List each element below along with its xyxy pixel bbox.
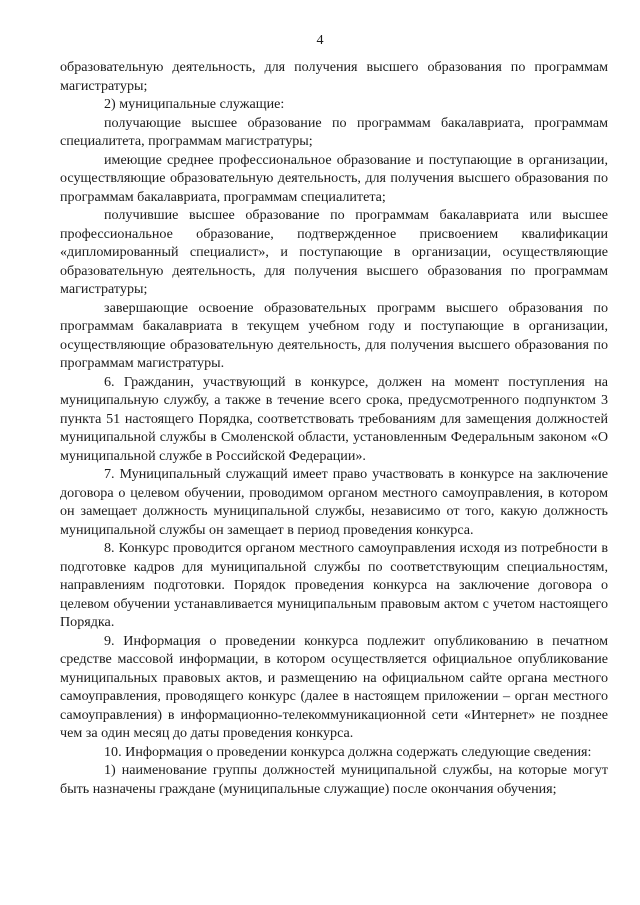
paragraph: образовательную деятельность, для получения высшего образования по программам магистратуры; <box>60 59 608 94</box>
paragraph: получившие высшее образование по программам бакалавриата или высшее профессиональное образование, подтвержденное присвоением квалификации «дипломированный специалист», и поступающие в организации, осуществляющие образовательную деятельность, для получения высшего образования по программам магистратуры; <box>60 207 608 297</box>
paragraph: 10. Информация о проведении конкурса должна содержать следующие сведения: <box>104 743 592 760</box>
paragraph: получающие высшее образование по программам бакалавриата, программам специалитета, программам магистратуры; <box>60 114 608 149</box>
paragraph: 7. Муниципальный служащий имеет право участвовать в конкурсе на заключение договора о целевом обучении, проводимом органом местного самоуправления, в котором он замещает должность муниципальной службы, независимо от того, какую должность муниципальной службы он замещает в период проведения конкурса. <box>60 466 608 538</box>
paragraph: 8. Конкурс проводится органом местного самоуправления исходя из потребности в подготовке кадров для муниципальной службы по соответствующим специальностям, направлениям подготовки. Порядок проведения конкурса на заключение договора о целевом обучении устанавливается муниципальным правовым актом с учетом настоящего Порядка. <box>60 540 608 630</box>
document-body <box>60 58 608 798</box>
paragraph: имеющие среднее профессиональное образование и поступающие в организации, осуществляющие образовательную деятельность, для получения высшего образования по программам бакалавриата, программам специалитета; <box>60 151 608 205</box>
paragraph: 9. Информация о проведении конкурса подлежит опубликованию в печатном средстве массовой информации, в котором осуществляется официальное опубликование муниципальных правовых актов, и размещению на официальном сайте органа местного самоуправления, проводящего конкурс (далее в настоящем приложении – орган местного самоуправления) в информационно-телекоммуникационной сети «Интернет» не позднее чем за один месяц до даты проведения конкурса. <box>60 632 608 741</box>
paragraph: 2) муниципальные служащие: <box>104 96 285 112</box>
paragraph: 1) наименование группы должностей муниципальной службы, на которые могут быть назначены граждане (муниципальные служащие) после окончания обучения; <box>60 762 608 797</box>
paragraph: 6. Гражданин, участвующий в конкурсе, должен на момент поступления на муниципальную службу, а также в течение всего срока, предусмотренного подпунктом 3 пункта 51 настоящего Порядка, соответствовать требованиям для замещения должностей муниципальной службы в Смоленской области, установленным Федеральным законом «О муниципальной службе в Российской Федерации». <box>60 373 608 464</box>
page-number: 4 <box>316 32 324 48</box>
paragraph: завершающие освоение образовательных программ высшего образования по программам бакалавриата в текущем учебном году и поступающие в организации, осуществляющие образовательную деятельность, для получения высшего образования по программам магистратуры. <box>60 299 608 371</box>
